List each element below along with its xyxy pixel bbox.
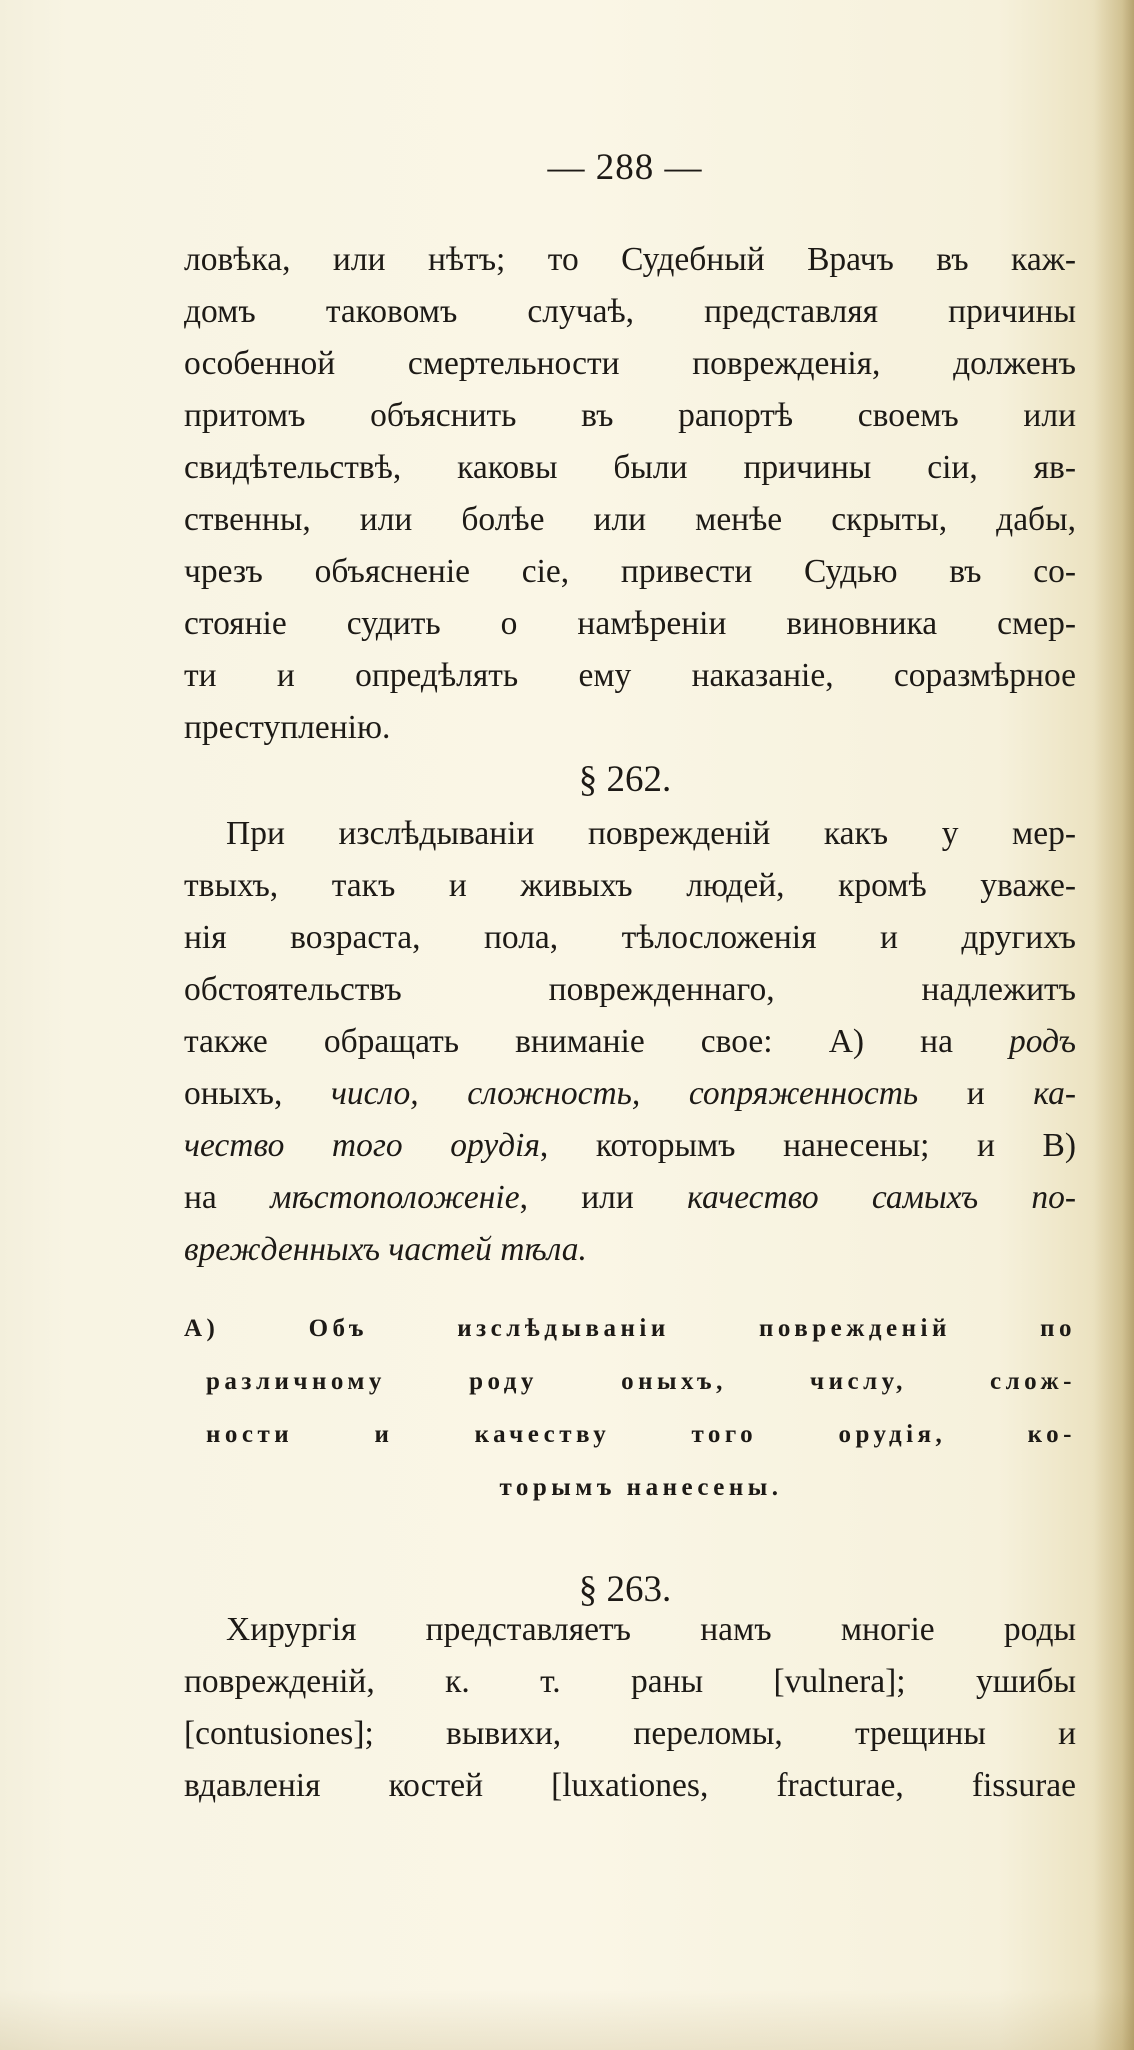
text-line: Хирургія представляетъ намъ многіе роды [226, 1611, 1076, 1648]
text-line: стояніе судить о намѣреніи виновника смер- [184, 605, 1076, 642]
heading-line: ности и качеству того орудія, ко- [206, 1421, 1076, 1448]
text-span: , или [519, 1179, 688, 1216]
text-span: также обращать вниманіе свое: А) на [184, 1023, 1010, 1060]
text-line: ловѣка, или нѣтъ; то Судебный Врачъ въ каж- [184, 241, 1076, 278]
text-line [184, 1016, 1076, 1068]
italic-term: ка- [1033, 1075, 1076, 1112]
text-line: [contusiones]; вывихи, переломы, трещины и [184, 1715, 1076, 1752]
page-edge-shadow [1094, 0, 1134, 2050]
heading-line: А) Объ изслѣдываніи поврежденій по [184, 1315, 1076, 1342]
italic-term: качество самыхъ по- [687, 1179, 1076, 1216]
text-span: на [184, 1179, 271, 1216]
italic-term: мѣстоположеніе [270, 1179, 520, 1216]
page-number: — 288 — [547, 147, 703, 188]
italic-term: врежденныхъ частей тѣла. [184, 1231, 587, 1268]
text-line: вдавленія костей [luxationes, fracturae, fissurae [184, 1767, 1076, 1804]
text-span: оныхъ, [184, 1075, 331, 1112]
text-line: особенной смертельности поврежденія, долженъ [184, 345, 1076, 382]
text-line [184, 1224, 1076, 1276]
italic-term: родъ [1009, 1023, 1076, 1060]
heading-line: различному роду оныхъ, числу, слож- [206, 1368, 1076, 1395]
text-line [184, 1120, 1076, 1172]
text-line: свидѣтельствѣ, каковы были причины сіи, яв- [184, 449, 1076, 486]
page-bottom-shade [0, 1990, 1134, 2050]
text-line [184, 1172, 1076, 1224]
paragraph-2 [184, 808, 1076, 1276]
text-line: нія возраста, пола, тѣлосложенія и другихъ [184, 919, 1076, 956]
text-line: чрезъ объясненіе сіе, привести Судью въ со- [184, 553, 1076, 590]
text-line: домъ таковомъ случаѣ, представляя причины [184, 293, 1076, 330]
section-heading [184, 1302, 1076, 1514]
text-line: преступленію. [184, 709, 391, 746]
text-span: и [918, 1075, 1034, 1112]
heading-line: торымъ нанесены. [499, 1474, 783, 1501]
paragraph-3 [184, 1604, 1076, 1812]
text-line: притомъ объяснить въ рапортѣ своемъ или [184, 397, 1076, 434]
italic-term: число, сложность, сопряженность [330, 1075, 919, 1112]
text-line: ственны, или болѣе или менѣе скрыты, дабы, [184, 501, 1076, 538]
text-line: При изслѣдываніи поврежденій какъ у мер- [226, 815, 1076, 852]
text-span: , которымъ нанесены; и В) [539, 1127, 1076, 1164]
text-line: обстоятельствъ поврежденнаго, надлежитъ [184, 971, 1076, 1008]
text-line: твыхъ, такъ и живыхъ людей, кромѣ уваже- [184, 867, 1076, 904]
text-line [184, 1068, 1076, 1120]
section-number-263: § 263. [578, 1569, 672, 1610]
italic-term: чество того орудія [184, 1127, 540, 1164]
text-line: поврежденій, к. т. раны [vulnera]; ушибы [184, 1663, 1076, 1700]
text-line: ти и опредѣлять ему наказаніе, соразмѣрное [184, 657, 1076, 694]
section-number-262: § 262. [578, 759, 672, 800]
paragraph-1 [184, 234, 1076, 754]
